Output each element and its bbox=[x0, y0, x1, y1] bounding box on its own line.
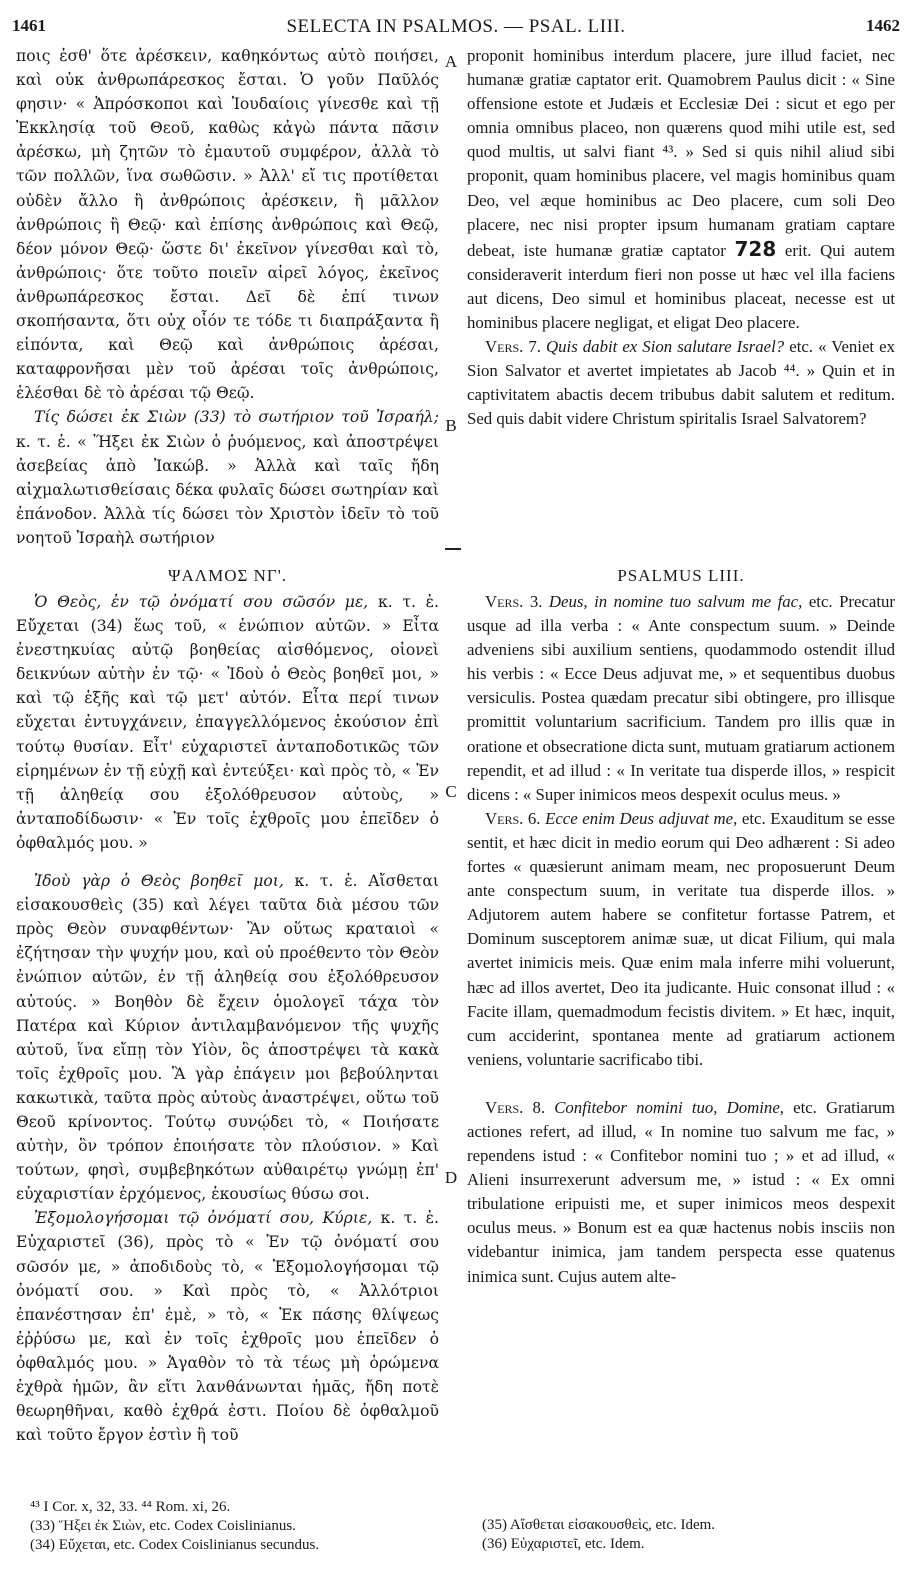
latin-lemma: Quis dabit ex Sion salutare Israel? bbox=[540, 337, 785, 357]
greek-lemma: Ἰδοὺ γὰρ ὁ Θεὸς βοηθεῖ μοι, bbox=[34, 872, 284, 891]
verse-label: Vers. 3. bbox=[485, 592, 543, 611]
footnotes-right bbox=[482, 1516, 892, 1554]
greek-paragraph bbox=[16, 405, 439, 550]
greek-psalm-heading: ΨΑΛΜΟΣ ΝΓ'. bbox=[167, 566, 288, 585]
margin-letter-c: C bbox=[445, 782, 457, 801]
greek-column-psalm bbox=[16, 590, 439, 1447]
page-number-left: 1461 bbox=[12, 16, 46, 35]
footnote: (34) Εὔχεται, etc. Codex Coislinianus secundus. bbox=[30, 1537, 320, 1553]
latin-lemma: Confitebor nomini tuo, Domine, bbox=[545, 1097, 784, 1117]
page-number-right: 1462 bbox=[866, 16, 900, 35]
footnote: (36) Εὐχαριστεῖ, etc. Idem. bbox=[482, 1536, 645, 1552]
latin-paragraph bbox=[467, 590, 895, 807]
latin-lemma: Deus, in nomine tuo salvum me fac, bbox=[542, 592, 803, 611]
scripture-references: ⁴³ I Cor. x, 32, 33. ⁴⁴ Rom. xi, 26. bbox=[30, 1499, 231, 1515]
latin-paragraph bbox=[467, 44, 895, 335]
greek-paragraph bbox=[16, 1206, 439, 1447]
footnotes-left bbox=[30, 1498, 440, 1555]
latin-lemma: Ecce enim Deus adjuvat me, bbox=[540, 808, 738, 828]
latin-text: etc. Gratiarum actiones refert, ad illud, « In nomine tuo salvum me fac, » rependens istud : « Confitebor nomini tuo ; » et ad illud, « Alieni insurrexerunt adversum me, » istud : « Ex omni tribulatione eripuisti me, et super inimicos meos despexit oculus meus. » Bonum est ea quæ hactenus nobis insciis non videbantur inimica, jam tandem perspecta esse quatenus inimica sunt. Cujus autem alte- bbox=[467, 1097, 895, 1286]
greek-paragraph bbox=[16, 590, 439, 855]
greek-lemma: Ἐξομολογήσομαι τῷ ὀνόματί σου, Κύριε, bbox=[34, 1209, 373, 1228]
verse-label: Vers. 8. bbox=[485, 1097, 546, 1117]
latin-paragraph bbox=[467, 335, 895, 431]
running-title: SELECTA IN PSALMOS. — PSAL. LIII. bbox=[286, 16, 626, 37]
latin-column-psalm bbox=[467, 590, 895, 1289]
section-divider bbox=[445, 548, 461, 550]
running-header bbox=[12, 12, 900, 42]
verse-label: Vers. 6. bbox=[485, 808, 541, 828]
column-number: 728 bbox=[734, 236, 777, 261]
margin-letter-d: D bbox=[444, 1168, 458, 1187]
greek-paragraph: ποις ἐσθ' ὅτε ἀρέσκειν, καθηκόντως αὐτὸ ποιήσει, καὶ οὐκ ἀνθρωπάρεσκος ἔσται. Ὁ γοῦν Παῦλός φησιν· « Ἀπρόσκοποι καὶ Ἰουδαίοις γίνεσθε καὶ τῇ Ἐκκλησίᾳ τοῦ Θεοῦ, καθὼς κἀγὼ πάντα πᾶσιν ἀρέσκω, μὴ ζητῶν τὸ ἐμαυτοῦ συμφέρον, ἀλλὰ τὸ τῶν πολλῶν, ἵνα σωθῶσιν. » Ἀλλ' εἴ τις προτίθεται οὐδὲν ἄλλο ἢ ἀνθρώποις ἀρέσκειν, ἢ μᾶλλον ἀνθρώποις ἢ Θεῷ· καὶ ἐπίσης ἀνθρώποις καὶ Θεῷ, δέον μόνον Θεῷ· ὥστε δι' ἐκεῖνον γίνεσθαι καὶ τὸ, ἀνθρώποις· ὅτε τοῦτο ποιεῖν αἱρεῖ λόγος, ἐκεῖνος ἀνθρωπάρεσκος ἔσται. Δεῖ δὲ ἐπί τινων σκοπήσαντα, ὅτι οὐχ οἷόν τε τόδε τι διαπράξαντα ἢ εἰπόντα, καὶ Θεῷ καὶ ἀνθρώποις ἀρέσαι, καταφρονῆσαι μὲν τοῦ ἀρέσαι τοῖς ἀνθρώποις, ἑλέσθαι δὲ τὸ ἀρέσαι τῷ Θεῷ. bbox=[16, 47, 439, 403]
footnote: (33) Ἥξει ἐκ Σιὼν, etc. Codex Coislinianus. bbox=[30, 1518, 296, 1534]
greek-text: κ. τ. ἑ. « Ἥξει ἐκ Σιὼν ὁ ῥυόμενος, καὶ ἀποστρέψει ἀσεβείας ἀπὸ Ἰακώβ. » Ἀλλὰ καὶ ταῖς ἤδη αἰχμαλωτισθείσαις δέκα φυλαῖς δώσει σωτηρίαν καὶ ἐπάνοδον. Ἀλλὰ τίς δώσει τὸν Χριστὸν ἰδεῖν τὸ τοῦ νοητοῦ Ἰσραὴλ σωτήριον bbox=[16, 432, 439, 547]
latin-paragraph bbox=[467, 1096, 895, 1289]
latin-psalm-heading: PSALMUS LIII. bbox=[617, 566, 745, 585]
greek-lemma: Ὁ Θεὸς, ἐν τῷ ὀνόματί σου σῶσόν με, bbox=[34, 593, 369, 611]
margin-letter-a: A bbox=[444, 52, 458, 71]
latin-text: etc. « Veniet ex Sion Salvator et avertet impietates ab Jacob ⁴⁴. » Quin et in captivitatem abactis decem tribubus dabit salutem et reditum. Sed quis dabit videre Christum spiritalis Israel Salvatorem? bbox=[467, 337, 895, 429]
latin-column-top bbox=[467, 44, 895, 432]
greek-text: κ. τ. ἑ. Αἴσθεται εἰσακουσθεὶς (35) καὶ λέγει ταῦτα διὰ μέσου τῶν πρὸς Θεὸν συναφθέντων· Ἂν οὕτως κραταιοὶ « ἐζήτησαν τὴν ψυχήν μου, καὶ οὐ προέθεντο τὸν Θεὸν ἐνώπιον αὐτῶν, ἐν τῇ ἀληθείᾳ σου ἐξολόθρευσον αὐτούς. » Βοηθὸν δὲ ἔχειν ὁμολογεῖ τάχα τὸν Πατέρα καὶ Κύριον ἀντιλαμβανόμενον τῆς ψυχῆς αὐτοῦ, ἵνα εἴπῃ τὸν Υἱὸν, ὃς ἀποστρέψει τὰ κακὰ τοῖς ἐχθροῖς μου. Ἃ γὰρ ἐπάγειν μοι βεβούληνται κακωτικὰ, ταῦτα πρὸς αὐτοὺς ἀναστρέψει, οὕτω τοῦ Θεοῦ κρίνοντος. Τούτῳ συνῴδει τὸ, « Ποιήσατε αὐτὴν, ὃν τρόπον ἐποιήσατε τὸν πλούσιον. » Καὶ τούτων, φησὶ, συμβεβηκότων αὐθαιρέτῳ γνώμῃ ἐπ' εὐχαριστίαν ἐρχόμενος, ἑκουσίως θύσω σοι. bbox=[16, 872, 439, 1204]
greek-text: κ. τ. ἑ. Εὐχαριστεῖ (36), πρὸς τὸ « Ἐν τῷ ὀνόματί σου σῶσόν με, » ἀποδιδοὺς τὸ, « Ἐξομολογήσομαι τῷ ὀνόματί σου. » Καὶ πρὸς τὸ, « Ἀλλότριοι ἐπανέστησαν ἐπ' ἐμὲ, » τὸ, « Ἐκ πάσης θλίψεως ἐῤῥύσω με, καὶ ἐν τοῖς ἐχθροῖς μου ἐπεῖδεν ὁ ὀφθαλμός μου. » Ἀγαθὸν τὸ τὰ τέως μὴ ὁρώμενα ἐχθρὰ ἡμῶν, ἂν εἴτι λανθάνωνται ἡμᾶς, ἤδη ποτὲ θεωρηθῆναι, καθὸ ἐχθρά ἐστι. Ποίου δὲ ὀφθαλμοῦ καὶ τοῦτο ἔργον ἐστὶν ἢ τοῦ bbox=[16, 1209, 439, 1445]
margin-letter-b: B bbox=[445, 416, 457, 435]
latin-paragraph bbox=[467, 807, 895, 1072]
greek-text: κ. τ. ἑ. Εὔχεται (34) ἕως τοῦ, « ἐνώπιον αὐτῶν. » Εἶτα ἐνεστηκυίας αὐτῷ βοηθείας αἰσθόμενος, οἱονεὶ δεικνύων αὐτὴν ἐν τῷ· « Ἰδοὺ ὁ Θεὸς βοηθεῖ μοι, » καὶ τῷ ἑξῆς καὶ τῷ μετ' αὐτόν. Εἶτα περί τινων εὔχεται ἐντυγχάνειν, ἐπαγγελλόμενος ἑκούσιον ἐπὶ τούτῳ θυσίαν. Εἶτ' εὐχαριστεῖ ἀνταποδοτικῶς τῶν εἰρημένων ἐν τῇ εὐχῇ καὶ ἐντεύξει· καὶ πρὸς τὸ, « Ἐν τῇ ἀληθείᾳ σου ἐξολόθρευσον αὐτοὺς, » ἀνταποδίδωσιν· « Ἐν τοῖς ἐχθροῖς μου ἐπεῖδεν ὁ ὀφθαλμός μου. » bbox=[16, 593, 439, 852]
latin-text: proponit hominibus interdum placere, jure illud faciet, nec humanæ gratiæ captator erit. Quamobrem Paulus dicit : « Sine offensione estote et Judæis et Ecclesiæ Dei : sicut et ego per omnia omnibus placeo, non quærens quod mihi utile est, sed quod multis, ut salvi fiant ⁴³. » Sed si quis nihil aliud sibi proponit, quam hominibus placere, vel magis hominibus quam Deo, vel æque hominibus ac Deo placere, cum soli Deo placere, nec nisi propter ipsum humanam gratiam captare debeat, iste humanæ gratiæ captator bbox=[467, 46, 895, 260]
latin-text: etc. Exauditum se esse sentit, et hæc dicit in medio eorum qui Deo adhærent : Si adeo fortes « quæsierunt animam meam, nec proposuerunt Deum ante conspectum suum, in veritate tua disperde illos. » Adjutorem autem habere se confitetur fortasse Patrem, et Dominum susceptorem animæ suæ, ut dicat Filium, qui mala avertet inimicis meis. Quæ enim mala inferre mihi voluerunt, hæc ad illos avertet, Deo ita judicante. Huic consonat illud : « Facite illam, quemadmodum fecistis divitem. » Et hæc, inquit, cum acciderint, spontanea mente ad gratiarum actionem veniens, voluntarie sacrificabo tibi. bbox=[467, 808, 896, 1069]
greek-column-top bbox=[16, 44, 439, 550]
greek-lemma: Τίς δώσει ἐκ Σιὼν (33) τὸ σωτήριον τοῦ Ἰσραήλ; bbox=[34, 408, 439, 427]
latin-text: etc. Precatur usque ad illa verba : « Ante conspectum suum. » Deinde adveniens sibi auxilium sentiens, quodammodo ostendit illud his verbis : « Ecce Deus adjuvat me, » et sequentibus duobus versiculis. Postea quædam precatur sibi obtingere, pro illisque promittit voluntarium sacrificium. Tandem pro illis quæ in oratione et obsecratione dicta sunt, mutuam gratiarum actionem rependit, et ad illud : « In veritate tua disperde illos, » respicit dicens : « Super inimicos meos despexit oculus meus. » bbox=[467, 592, 895, 804]
greek-paragraph bbox=[16, 869, 439, 1206]
verse-label: Vers. 7. bbox=[485, 337, 541, 357]
latin-text: erit. Qui autem consideraverit interdum fieri non posse ut hæc vel illa faciens aut dicens, Deo simul et hominibus placeat, necesse est ut hominibus placere negligat, et eligat Deo placere. bbox=[467, 240, 895, 333]
footnote: (35) Αἴσθεται εἰσακουσθεὶς, etc. Idem. bbox=[482, 1517, 716, 1533]
